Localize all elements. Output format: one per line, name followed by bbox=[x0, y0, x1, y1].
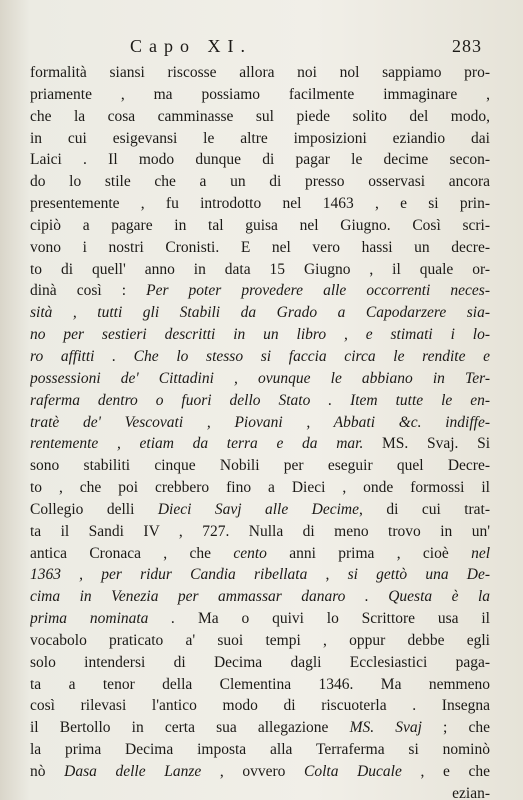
text-line bbox=[30, 433, 490, 455]
text-run: rentemente , etiam da terra e da mar. bbox=[30, 435, 383, 453]
page-number: 283 bbox=[452, 36, 482, 56]
text-run: tratè de' Vescovati , Piovani , Abbati &c. indiffe- bbox=[30, 413, 490, 431]
text-run: che la cosa camminasse sul piede solito del modo, bbox=[30, 107, 490, 125]
text-run: prima nominata . bbox=[30, 610, 176, 628]
text-run: possessioni de' Cittadini , ovunque le abbiano in Ter- bbox=[30, 369, 490, 387]
text-line bbox=[30, 128, 490, 150]
text-run: Colta Ducale bbox=[304, 763, 402, 780]
text-line bbox=[30, 149, 490, 171]
text-run: to di quell' anno in data 15 Giugno , il quale or- bbox=[30, 260, 490, 278]
text-line bbox=[30, 586, 490, 608]
text-line bbox=[30, 695, 490, 717]
text-line bbox=[30, 302, 490, 324]
text-line bbox=[30, 564, 490, 586]
text-line bbox=[30, 324, 490, 346]
text-line bbox=[30, 412, 490, 434]
text-line bbox=[30, 62, 490, 84]
text-run: 1363 , per ridur Candia ribellata , si gettò una De- bbox=[30, 566, 490, 584]
text-line bbox=[30, 739, 490, 761]
text-run: sità , tutti gli Stabili da Grado a Capodarzere sia- bbox=[30, 304, 490, 322]
text-run: ta il Sandi IV , 727. Nulla di meno trovo in un' bbox=[30, 522, 490, 540]
text-run: solo intendersi di Decima dagli Ecclesiastici paga- bbox=[30, 653, 490, 671]
text-run: Collegio delli bbox=[30, 500, 158, 518]
text-line bbox=[30, 477, 490, 499]
text-run: Dieci Savj alle Decime bbox=[157, 500, 359, 518]
text-line bbox=[30, 521, 490, 543]
text-run: ; che bbox=[421, 719, 490, 737]
text-run: il Bertollo in certa sua allegazione bbox=[30, 719, 350, 737]
text-line bbox=[30, 543, 490, 565]
text-run: raferma dentro o fuori dello Stato . Item tutte le en- bbox=[30, 391, 490, 409]
text-run: ta a tenor della Clementina 1346. Ma nemmeno bbox=[30, 675, 490, 693]
text-run: cento bbox=[233, 544, 267, 562]
text-run: sono stabiliti cinque Nobili per eseguir quel Decre- bbox=[30, 457, 490, 475]
chapter-heading: Capo XI. bbox=[130, 36, 252, 56]
text-line bbox=[30, 499, 490, 521]
text-run: cipiò a pagare in tal guisa nel Giugno. Così scri- bbox=[30, 216, 490, 234]
text-run: cima in Venezia per ammassar danaro . Questa è la bbox=[30, 588, 490, 606]
text-run: antica Cronaca , che bbox=[30, 544, 234, 562]
text-run: così rilevasi l'antico modo di riscuoterla . Insegna bbox=[30, 697, 490, 715]
text-line bbox=[30, 652, 490, 674]
catchword: ezian- bbox=[452, 784, 490, 800]
text-line bbox=[30, 368, 490, 390]
running-header bbox=[0, 36, 523, 58]
text-run: to , che poi crebbero fino a Dieci , onde formossi il bbox=[30, 479, 490, 497]
text-line bbox=[30, 280, 490, 302]
text-run: anni prima , cioè bbox=[266, 544, 472, 562]
text-run: MS. Svaj bbox=[349, 719, 422, 737]
text-line bbox=[30, 215, 490, 237]
text-line bbox=[30, 346, 490, 368]
text-run: dinà così : bbox=[30, 282, 147, 300]
text-line bbox=[30, 630, 490, 652]
text-run: Laici . Il modo dunque di pagar le decime secon- bbox=[30, 151, 490, 169]
text-run: formalità siansi riscosse allora noi nol sappiamo pro- bbox=[30, 64, 490, 81]
text-run: MS. Svaj. Si bbox=[382, 435, 490, 453]
text-run: Ma o quivi lo Scrittore usa il bbox=[175, 610, 490, 628]
text-run: , ovvero bbox=[201, 763, 305, 780]
text-line bbox=[30, 237, 490, 259]
text-line bbox=[30, 674, 490, 696]
text-run: vocabolo praticato a' suoi tempi , oppur debbe egli bbox=[30, 631, 490, 649]
text-line bbox=[30, 193, 490, 215]
text-line bbox=[30, 761, 490, 783]
text-run: nel bbox=[471, 544, 490, 562]
text-run: nò bbox=[30, 763, 65, 780]
text-line bbox=[30, 84, 490, 106]
text-line bbox=[30, 455, 490, 477]
text-run: no per sestieri descritti in un libro , e stimati i lo- bbox=[30, 326, 490, 344]
text-run: presentemente , fu introdotto nel 1463 , e si prin- bbox=[30, 195, 490, 213]
text-line bbox=[30, 106, 490, 128]
text-line bbox=[30, 390, 490, 412]
text-run: Per poter provedere alle occorrenti neces- bbox=[146, 282, 490, 300]
text-run: la prima Decima imposta alla Terraferma si nominò bbox=[30, 741, 490, 759]
body-text bbox=[30, 62, 490, 800]
text-line bbox=[30, 608, 490, 630]
text-run: ro affitti . Che lo stesso si faccia circa le rendite e bbox=[30, 347, 490, 365]
text-line bbox=[30, 171, 490, 193]
text-run: , e che bbox=[401, 763, 490, 780]
text-run: vono i nostri Cronisti. E nel vero hassi un decre- bbox=[30, 238, 490, 256]
text-run: priamente , ma possiamo facilmente immaginare , bbox=[30, 85, 490, 103]
text-line bbox=[30, 717, 490, 739]
text-line bbox=[30, 259, 490, 281]
text-run: do lo stile che a un di presso osservasi ancora bbox=[30, 173, 490, 191]
text-run: , di cui trat- bbox=[359, 500, 490, 518]
text-run: in cui esigevansi le altre imposizioni eziandio dai bbox=[30, 129, 490, 147]
text-run: Dasa delle Lanze bbox=[64, 763, 202, 780]
